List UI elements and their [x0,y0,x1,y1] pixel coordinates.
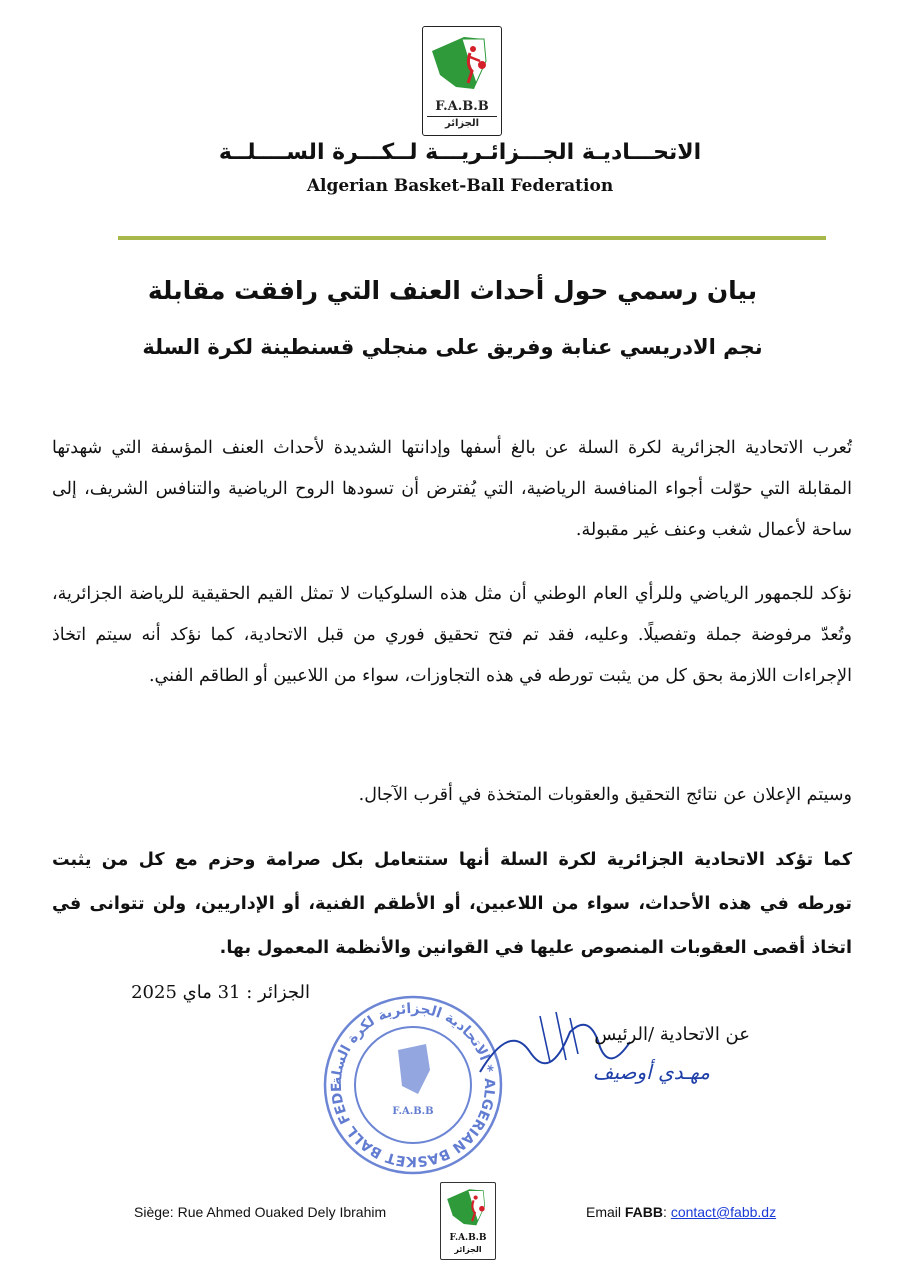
date-line: الجزائر : 31 ماي 2025 [131,982,310,1003]
statement-title: بيان رسمي حول أحداث العنف التي رافقت مقابلة [147,276,758,305]
email-org: FABB [624,1204,664,1220]
org-name-english: Algerian Basket-Ball Federation [306,176,614,196]
paragraph-1: تُعرب الاتحادية الجزائرية لكرة السلة عن بالغ أسفها وإدانتها الشديدة لأحداث العنف المؤسفة التي شهدتها المقابلة التي حوّلت أجواء المنافسة الرياضية، التي يُفترض أن تسودها الروح الرياضية والتنافس الشريف، إلى ساحة لأعمال شغب وعنف غير مقبولة. [52,438,852,540]
stamp-center-text: F.A.B.B [392,1106,434,1117]
org-name-arabic: الاتحـــاديـة الجـــزائـريـــة لــكـــرة الســــلــة [218,140,702,165]
signatory-name: مهـدي أوصيف [592,1060,710,1084]
paragraph-3: وسيتم الإعلان عن نتائج التحقيق والعقوبات المتخذة في أقرب الآجال. [358,785,852,805]
paragraph-4-bold: كما تؤكد الاتحادية الجزائرية لكرة السلة أنها ستتعامل بكل صرامة وحزم مع كل من يثبت تورطه في هذه الأحداث، سواء من اللاعبين، أو الأطقم الفنية، أو الإداريين، ولن تتوانى في اتخاذ أقصى العقوبات المنصوص عليها في القوانين والأنظمة المعمول بها. [52,850,852,958]
footer-logo [440,1182,496,1260]
stamp-ring-text: الاتحادية الجزائرية لكرة السلة * ALGERIAN BASKET BALL FEDE [328,1000,498,1170]
footer-logo-arabic: الجزائر [454,1245,482,1254]
footer-email: Email FABB: contact@fabb.dz [586,1204,777,1220]
algeria-map-icon [426,31,498,97]
footer-logo-abbreviation: F.A.B.B [449,1233,487,1243]
email-link[interactable]: contact@fabb.dz [670,1204,777,1220]
signatory-line: عن الاتحادية /الرئيس [594,1024,750,1045]
logo-abbreviation: F.A.B.B [435,99,489,114]
header-divider [118,236,826,240]
algeria-map-icon [443,1185,493,1231]
paragraph-2: نؤكد للجمهور الرياضي وللرأي العام الوطني أن مثل هذه السلوكيات لا تمثل القيم الحقيقية للرياضة الجزائرية، وتُعدّ مرفوضة جملة وتفصيلًا. وعليه، فقد تم فتح تحقيق فوري من قبل الاتحادية، كما نؤكد أنه سيتم اتخاذ الإجراءات اللازمة بحق كل من يثبت تورطه في هذه التجاوزات، سواء من اللاعبين أو الطاقم الفني. [52,584,852,686]
logo-arabic-caption: الجزائر [427,116,497,129]
statement-subtitle: نجم الادريسي عنابة وفريق على منجلي قسنطينة لكرة السلة [142,335,763,359]
email-label: Email [586,1204,622,1220]
federation-logo [422,26,502,136]
footer-address: Siège: Rue Ahmed Ouaked Dely Ibrahim [134,1204,387,1220]
